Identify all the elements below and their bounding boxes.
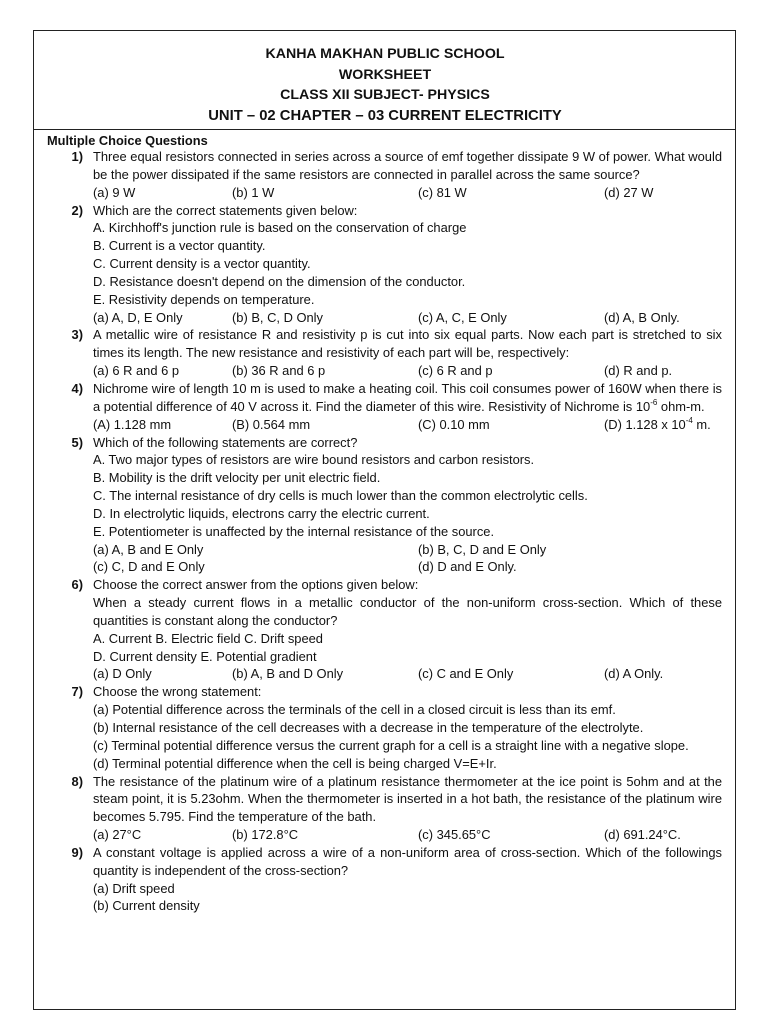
- option-b: (b) A, B and D Only: [232, 666, 344, 682]
- options-row: [93, 541, 722, 559]
- option-line: (b) Current density: [93, 898, 200, 914]
- question-text: [93, 380, 722, 416]
- question-number: 9): [71, 844, 83, 860]
- statement-line: E. Resistivity depends on temperature.: [93, 291, 315, 307]
- question-1: [47, 148, 722, 202]
- option-d-tail: m.: [692, 416, 711, 432]
- option-d: (d) R and p.: [604, 363, 673, 379]
- exponent: -6: [650, 397, 658, 407]
- unit-chapter: UNIT – 02 CHAPTER – 03 CURRENT ELECTRICITY: [208, 107, 562, 124]
- statement-line: E. Potentiometer is unaffected by the internal resistance of the source.: [93, 523, 495, 539]
- option-c: (c) 6 R and p: [418, 363, 493, 379]
- statement-line: (b) Internal resistance of the cell decreases with a decrease in the temperature of the electrolyte.: [93, 720, 644, 735]
- statement-line: A. Two major types of resistors are wire bound resistors and carbon resistors.: [93, 452, 535, 468]
- question-number: 1): [71, 149, 83, 164]
- statement-line: A. Current B. Electric field C. Drift speed: [93, 630, 323, 646]
- question-number: 7): [71, 684, 83, 700]
- options-row: [93, 362, 722, 380]
- options-row: [93, 826, 722, 844]
- option-b: (B) 0.564 mm: [232, 416, 311, 432]
- statement-line: B. Current is a vector quantity.: [93, 238, 266, 254]
- option-a: (a) A, D, E Only: [93, 309, 183, 325]
- statement-line: (c) Terminal potential difference versus the current graph for a cell is a straight line with a negative slope.: [93, 737, 689, 753]
- option-c: (c) 345.65°C: [418, 827, 491, 843]
- option-c: (C) 0.10 mm: [418, 416, 490, 432]
- options-row: [93, 184, 722, 202]
- question-text: A metallic wire of resistance R and resistivity p is cut into six equal parts. Now each part is stretched to six times its length. The new resistance and resistivity of each part will be, respectively:: [93, 327, 722, 361]
- question-number: 8): [71, 773, 83, 789]
- question-text-tail: ohm-m.: [657, 398, 705, 414]
- question-7: [47, 683, 722, 772]
- statement-line: (a) Potential difference across the terminals of the cell in a closed circuit is less than its emf.: [93, 702, 616, 718]
- statement-line: D. In electrolytic liquids, electrons carry the electric current.: [93, 505, 430, 521]
- option-d: (d) A, B Only.: [604, 309, 680, 325]
- question-6: [47, 576, 722, 683]
- exponent: -4: [685, 415, 693, 425]
- option-b: (b) B, C, D Only: [232, 309, 323, 325]
- option-b: (b) 36 R and 6 p: [232, 363, 326, 379]
- option-b: (b) B, C, D and E Only: [418, 541, 547, 557]
- options-row: [93, 665, 722, 683]
- option-d-text: (D) 1.128 x 10: [604, 416, 686, 432]
- question-number: 4): [71, 380, 83, 396]
- question-text: Three equal resistors connected in series across a source of emf together dissipate 9 W of power. What would be the power dissipated if the same resistors are connected in parallel across the same source?: [93, 149, 722, 182]
- statement-line: D. Resistance doesn't depend on the dimension of the conductor.: [93, 273, 466, 289]
- option-c: (c) 81 W: [418, 184, 467, 200]
- question-list: [47, 148, 722, 915]
- question-text: Choose the wrong statement:: [93, 684, 262, 700]
- option-d: (d) D and E Only.: [418, 559, 517, 575]
- question-text: Which of the following statements are correct?: [93, 434, 358, 450]
- question-8: [47, 773, 722, 844]
- statement-line: A. Kirchhoff's junction rule is based on the conservation of charge: [93, 220, 467, 236]
- options-row: [93, 558, 722, 576]
- option-d: (d) 27 W: [604, 184, 654, 200]
- option-c: (c) C, D and E Only: [93, 559, 205, 575]
- statement-line: D. Current density E. Potential gradient: [93, 648, 317, 664]
- statement-line: C. The internal resistance of dry cells is much lower than the common electrolytic cells.: [93, 488, 588, 504]
- question-5: [47, 434, 722, 577]
- option-line: (a) Drift speed: [93, 880, 175, 896]
- question-text: A constant voltage is applied across a wire of a non-uniform area of cross-section. Which of the followings quantity is independent of the cross-section?: [93, 844, 722, 878]
- options-row: [93, 309, 722, 327]
- question-9: [47, 844, 722, 915]
- question-text: Choose the correct answer from the options given below:: [93, 577, 419, 593]
- option-b: (b) 172.8°C: [232, 827, 299, 843]
- header-divider: [34, 129, 736, 130]
- option-a: (a) A, B and E Only: [93, 541, 204, 557]
- question-text-main: Nichrome wire of length 10 m is used to make a heating coil. This coil consumes power of 160W when there is a potential difference of 40 V across it. Find the diameter of this wire. Resistivity of Nichrome is 10: [93, 380, 722, 414]
- statement-line: (d) Terminal potential difference when the cell is being charged V=E+Ir.: [93, 755, 497, 771]
- question-text-2: When a steady current flows in a metallic conductor of the non-uniform cross-section. Which of these quantities is constant along the conductor?: [93, 595, 722, 628]
- question-text: Which are the correct statements given below:: [93, 202, 358, 218]
- statement-line: C. Current density is a vector quantity.: [93, 256, 311, 272]
- option-c: (c) A, C, E Only: [418, 309, 507, 325]
- question-3: [47, 326, 722, 380]
- option-a: (a) D Only: [93, 666, 152, 682]
- option-a: (a) 9 W: [93, 184, 136, 200]
- question-number: 2): [71, 202, 83, 218]
- option-c: (c) C and E Only: [418, 666, 514, 682]
- question-number: 3): [71, 327, 83, 343]
- option-d: (d) 691.24°C.: [604, 827, 681, 843]
- option-a: (a) 27°C: [93, 827, 142, 843]
- question-number: 6): [71, 577, 83, 593]
- question-4: [47, 380, 722, 434]
- option-d: [604, 416, 722, 434]
- question-number: 5): [71, 434, 83, 450]
- option-a: (A) 1.128 mm: [93, 416, 172, 432]
- class-subject: CLASS XII SUBJECT- PHYSICS: [280, 87, 490, 103]
- school-name: KANHA MAKHAN PUBLIC SCHOOL: [265, 46, 505, 62]
- statement-line: B. Mobility is the drift velocity per unit electric field.: [93, 470, 381, 486]
- option-b: (b) 1 W: [232, 184, 275, 200]
- worksheet-header: [34, 44, 736, 126]
- options-row: [93, 416, 722, 434]
- section-title: Multiple Choice Questions: [47, 133, 208, 148]
- document-type: WORKSHEET: [338, 66, 432, 83]
- option-d: (d) A Only.: [604, 666, 664, 682]
- option-a: (a) 6 R and 6 p: [93, 363, 179, 379]
- question-text: The resistance of the platinum wire of a platinum resistance thermometer at the ice point is 5ohm and at the steam point, it is 5.23ohm. When the thermometer is inserted in a hot bath, the resistance of the platinum wire becomes 5.795. Find the temperature of the bath.: [93, 773, 722, 825]
- question-2: [47, 202, 722, 327]
